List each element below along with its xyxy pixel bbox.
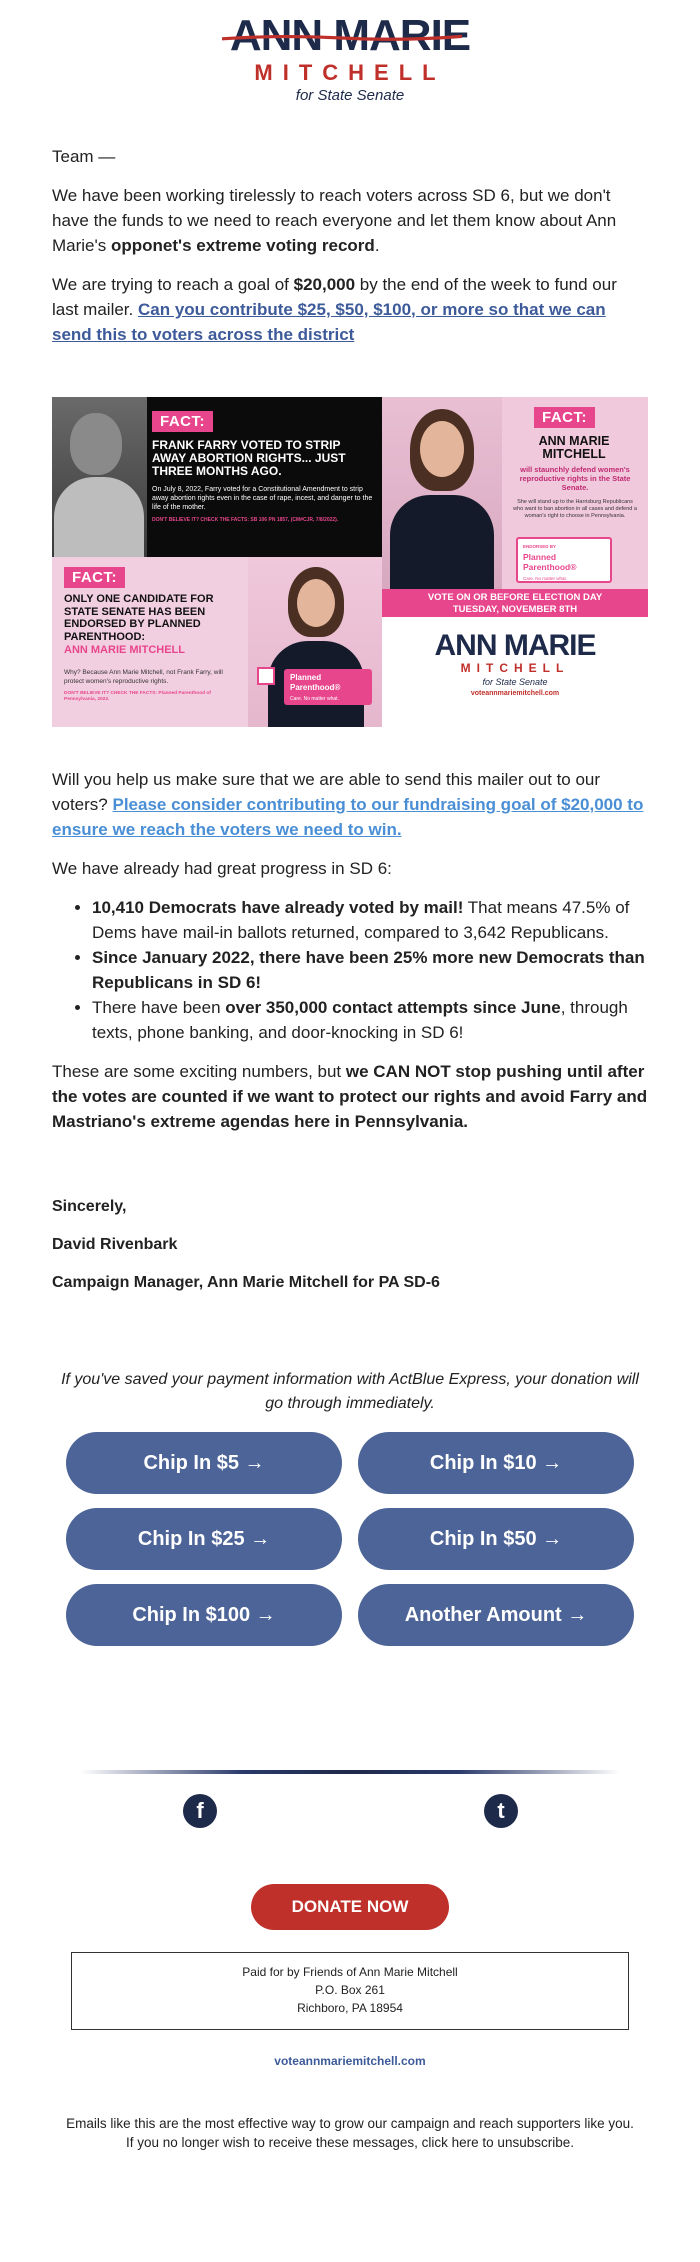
mitchell-sub: will staunchly defend women's reproductive rights in the State Senate. bbox=[519, 465, 631, 492]
footer bbox=[0, 2114, 700, 2152]
pp-endorsed: ENDORSED BY bbox=[523, 544, 557, 549]
fundraising-goal-link[interactable]: Please consider contributing to our fundraising goal of $20,000 to ensure we reach the voters we need to win. bbox=[52, 795, 644, 839]
chip-in-25-button[interactable]: Chip In $25 → bbox=[66, 1508, 342, 1570]
fact-label: FACT: bbox=[152, 411, 213, 432]
twitter-icon[interactable]: t bbox=[484, 1794, 518, 1828]
signer-name: David Rivenbark bbox=[52, 1236, 178, 1253]
paid-for-disclaimer bbox=[71, 1952, 629, 2030]
actblue-express-note: If you've saved your payment information with ActBlue Express, your donation will go through immediately. bbox=[61, 1371, 639, 1412]
fact-label: FACT: bbox=[534, 407, 595, 428]
pp-tag: Care. No matter what. bbox=[290, 696, 339, 702]
endorsement-headline: ONLY ONE CANDIDATE FOR STATE SENATE HAS BEEN ENDORSED BY PLANNED PARENTHOOD: bbox=[64, 593, 214, 643]
chip-in-50-button[interactable]: Chip In $50 → bbox=[358, 1508, 634, 1570]
endorsement-name: ANN MARIE MITCHELL bbox=[64, 644, 185, 656]
social-links bbox=[0, 1774, 700, 1844]
paid-for-line2: P.O. Box 261 bbox=[315, 1983, 385, 1997]
intro-paragraph-2 bbox=[52, 272, 648, 347]
facebook-icon[interactable]: f bbox=[183, 1794, 217, 1828]
footer-line1: Emails like this are the most effective way to grow our campaign and reach supporters like you. bbox=[66, 2116, 634, 2131]
vote-line2: TUESDAY, NOVEMBER 8TH bbox=[452, 604, 578, 615]
mini-logo-line1: ANN MARIE bbox=[434, 629, 596, 662]
endorsement-cite: DON'T BELIEVE IT? CHECK THE FACTS: Planned Parenthood of Pennsylvania, 2022. bbox=[64, 691, 211, 702]
goal-amount: $20,000 bbox=[293, 275, 356, 294]
logo-line1: ANN MARIE bbox=[229, 11, 471, 60]
mini-site: voteannmariemitchell.com bbox=[470, 690, 560, 697]
contribute-link[interactable]: Can you contribute $25, $50, $100, or more so that we can send this to voters across the district bbox=[52, 300, 606, 344]
closing-bold: we CAN NOT stop pushing until after the votes are counted if we want to protect our rights and avoid Farry and Mastriano's extreme agendas here in Pennsylvania. bbox=[52, 1062, 648, 1131]
list-item bbox=[92, 895, 648, 945]
stat-text: , through texts, phone banking, and door-knocking in SD 6! bbox=[92, 998, 628, 1042]
intro-paragraph-1 bbox=[52, 183, 648, 258]
progress-intro: We have already had great progress in SD 6: bbox=[52, 859, 392, 878]
progress-list bbox=[92, 895, 648, 1045]
mini-logo-line2: MITCHELL bbox=[460, 661, 570, 675]
help-text: Will you help us make sure that we are able to send this mailer out to our voters? bbox=[52, 770, 601, 814]
paid-for-line1: Paid for by Friends of Ann Marie Mitchell bbox=[242, 1965, 458, 1979]
pp-name: Planned Parenthood® bbox=[523, 552, 577, 572]
endorsement-body: Why? Because Ann Marie Mitchell, not Frank Farry, will protect women's reproductive rights. bbox=[64, 669, 223, 685]
stat-text: That means 47.5% of Dems have mail-in ballots returned, compared to 3,642 Republicans. bbox=[92, 898, 630, 942]
logo-surname: MITCHELL bbox=[254, 60, 446, 85]
help-paragraph bbox=[52, 767, 648, 842]
vote-banner bbox=[382, 589, 648, 617]
mitchell-body: She will stand up to the Harrisburg Republicans who want to ban abortion in all cases and defend a woman's right to choose in Pennsylvania. bbox=[513, 499, 637, 519]
chip-in-buttons bbox=[0, 1432, 700, 1646]
farry-body: On July 8, 2022, Farry voted for a Constitutional Amendment to strip away abortion rights even in the case of rape, incest, and danger to the life of the mother. bbox=[152, 486, 373, 511]
stat-text: There have been bbox=[92, 998, 226, 1017]
vote-line1: VOTE ON OR BEFORE ELECTION DAY bbox=[427, 592, 603, 603]
intro-text: We have been working tirelessly to reach voters across SD 6, but we don't have the funds to we need to reach everyone and let them know about Ann Marie's bbox=[52, 186, 617, 255]
list-item bbox=[92, 995, 648, 1045]
logo-swoosh-icon bbox=[222, 34, 462, 42]
closing-text: These are some exciting numbers, but bbox=[52, 1062, 346, 1081]
signoff: Sincerely, bbox=[52, 1198, 127, 1215]
farry-photo bbox=[52, 397, 147, 557]
chip-in-5-button[interactable]: Chip In $5 → bbox=[66, 1432, 342, 1494]
list-item bbox=[92, 945, 648, 995]
farry-headline: FRANK FARRY VOTED TO STRIP AWAY ABORTION RIGHTS... JUST THREE MONTHS AGO. bbox=[152, 438, 346, 478]
signature-block bbox=[52, 1194, 648, 1291]
fact-label: FACT: bbox=[64, 567, 125, 588]
greeting: Team — bbox=[52, 147, 116, 166]
goal-text: We are trying to reach a goal of bbox=[52, 275, 294, 294]
mini-logo-line3: for State Senate bbox=[482, 677, 548, 687]
unsubscribe-link[interactable]: If you no longer wish to receive these messages, click here to unsubscribe. bbox=[126, 2135, 574, 2150]
paid-for-line3: Richboro, PA 18954 bbox=[297, 2001, 403, 2015]
intro-bold: opponet's extreme voting record bbox=[110, 236, 375, 255]
campaign-logo bbox=[0, 0, 700, 120]
stat-bold: over 350,000 contact attempts since June bbox=[225, 998, 561, 1017]
mailer-panel-endorsement bbox=[52, 557, 382, 727]
logo-tagline: for State Senate bbox=[295, 87, 405, 104]
stat-bold: 10,410 Democrats have already voted by mail! bbox=[92, 898, 464, 917]
closing-paragraph bbox=[52, 1059, 648, 1134]
mailer-panel-farry bbox=[52, 397, 382, 557]
pp-name: Planned Parenthood® bbox=[290, 673, 341, 692]
another-amount-button[interactable]: Another Amount → bbox=[358, 1584, 634, 1646]
mailer-panel-mitchell bbox=[382, 397, 648, 617]
logo-name bbox=[229, 11, 471, 60]
checkbox-icon bbox=[257, 667, 275, 685]
planned-parenthood-endorsed-badge bbox=[516, 537, 612, 583]
planned-parenthood-badge bbox=[284, 669, 372, 705]
goal-text-mid: by the end of the week to fund our last mailer. bbox=[52, 275, 617, 319]
chip-in-100-button[interactable]: Chip In $100 → bbox=[66, 1584, 342, 1646]
mailer-panel-logo bbox=[382, 617, 648, 727]
mitchell-headline: ANN MARIE MITCHELL bbox=[538, 434, 610, 461]
pp-tag: Care. No matter what. bbox=[523, 576, 568, 581]
donate-now-button[interactable]: DONATE NOW bbox=[251, 1884, 449, 1930]
website-link[interactable]: voteannmariemitchell.com bbox=[274, 2054, 426, 2068]
intro-end: . bbox=[374, 236, 380, 255]
signer-title: Campaign Manager, Ann Marie Mitchell for PA SD-6 bbox=[52, 1274, 440, 1291]
mitchell-photo-large bbox=[382, 397, 502, 592]
stat-bold: Since January 2022, there have been 25% more new Democrats than Republicans in SD 6! bbox=[92, 948, 645, 992]
mailer-image bbox=[52, 397, 648, 727]
farry-cite: DON'T BELIEVE IT? CHECK THE FACTS: SB 106 PN 1857, (CM#CJR, 7/8/2022). bbox=[152, 517, 339, 523]
chip-in-10-button[interactable]: Chip In $10 → bbox=[358, 1432, 634, 1494]
